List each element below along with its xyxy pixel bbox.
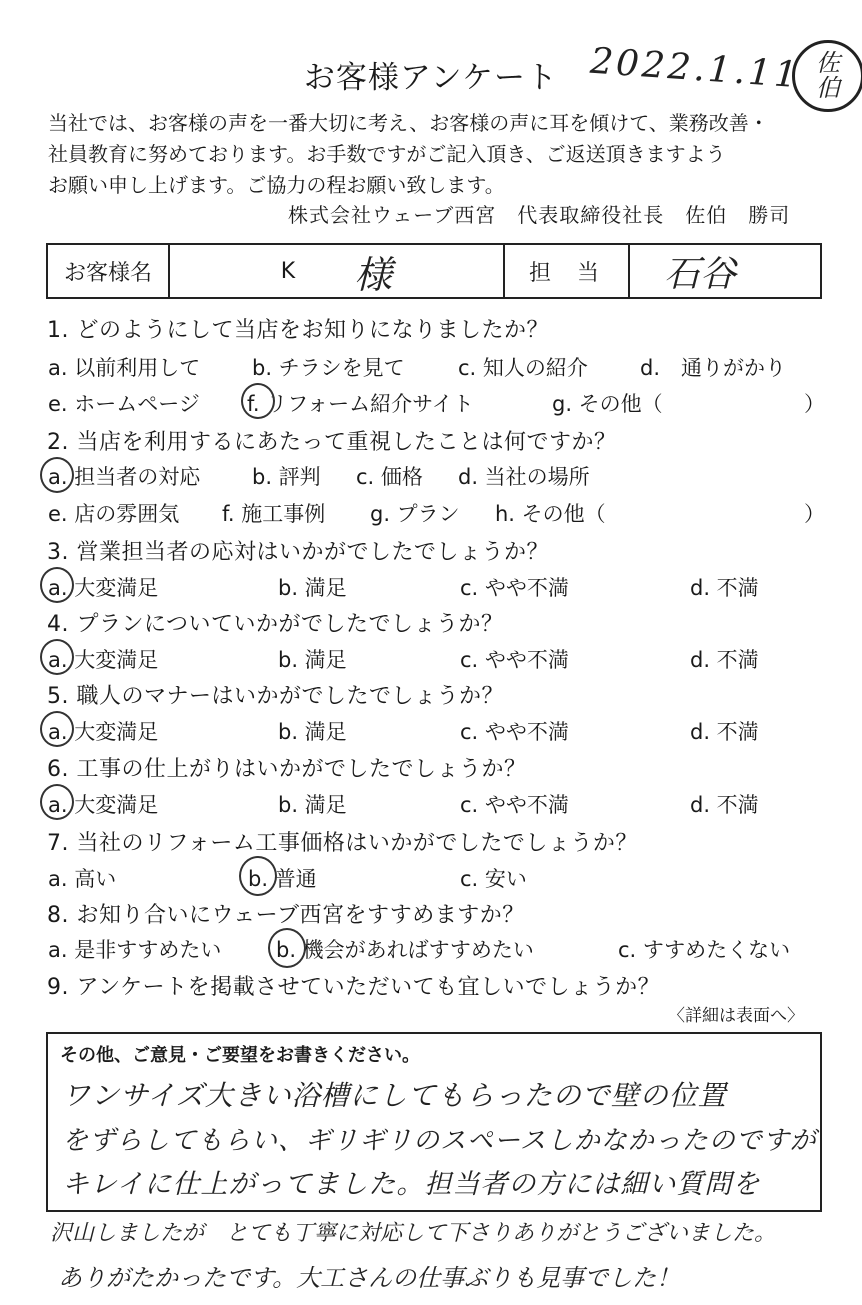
intro-line-1: 当社では、お客様の声を一番大切に考え、お客様の声に耳を傾けて、業務改善・ [48, 111, 769, 135]
q5-option-c[interactable]: c. やや不満 [460, 720, 569, 744]
comment-line-2: をずらしてもらい、ギリギリのスペースしかなかったのですが [62, 1126, 817, 1156]
q5-option-b[interactable]: b. 満足 [278, 720, 347, 744]
q7-option-c[interactable]: c. 安い [460, 867, 527, 891]
q3-option-d[interactable]: d. 不満 [690, 576, 759, 600]
q1-option-c[interactable]: c. 知人の紹介 [458, 356, 588, 380]
page-title: お客様アンケート [303, 60, 559, 96]
name-stamp [792, 40, 862, 112]
stamp-char-2: 伯 [816, 74, 840, 102]
q4-selected-circle [40, 639, 74, 675]
comment-line-5: ありがたかったです。大工さんの仕事ぶりも見事でした！ [58, 1264, 681, 1292]
q2-option-h-close: ） [804, 502, 825, 526]
question-6: 6. 工事の仕上がりはいかがでしたでしょうか？ [47, 757, 527, 782]
q1-option-g[interactable]: g. その他（ [552, 392, 663, 416]
q9-note: 〈詳細は表面へ〉 [668, 1006, 804, 1026]
q5-selected-circle [40, 711, 74, 747]
customer-initial: K [280, 258, 296, 284]
handwritten-date: 2022.1.11 [588, 40, 802, 97]
question-4: 4. プランについていかがでしたでしょうか？ [47, 612, 504, 637]
comment-heading: その他、ご意見・ご要望をお書きください。 [60, 1045, 420, 1066]
q2-option-h[interactable]: h. その他（ [495, 502, 606, 526]
q3-option-b[interactable]: b. 満足 [278, 576, 347, 600]
comment-line-3: キレイに仕上がってました。担当者の方には細い質問を [62, 1169, 761, 1200]
q2-option-b[interactable]: b. 評判 [252, 465, 321, 489]
q2-option-g[interactable]: g. プラン [370, 502, 460, 526]
q4-option-c[interactable]: c. やや不満 [460, 648, 569, 672]
q6-option-b[interactable]: b. 満足 [278, 793, 347, 817]
question-2: 2. 当店を利用するにあたって重視したことは何ですか？ [47, 430, 617, 455]
q2-option-d[interactable]: d. 当社の場所 [458, 465, 590, 489]
q2-option-a[interactable]: a. 担当者の対応 [48, 465, 201, 489]
q2-selected-circle [40, 457, 74, 493]
q1-option-b[interactable]: b. チラシを見て [252, 356, 405, 380]
question-3: 3. 営業担当者の応対はいかがでしたでしょうか？ [47, 540, 549, 565]
staff-label: 担 当 [528, 260, 601, 286]
q1-option-g-close: ） [804, 392, 825, 416]
customer-name-label: お客様名 [63, 260, 152, 286]
q1-option-d[interactable]: d. 通りがかり [640, 356, 787, 380]
q8-option-b[interactable]: b. 機会があればすすめたい [276, 938, 534, 962]
q5-option-a[interactable]: a. 大変満足 [48, 720, 159, 744]
q2-option-e[interactable]: e. 店の雰囲気 [48, 502, 180, 526]
q4-option-a[interactable]: a. 大変満足 [48, 648, 159, 672]
customer-info-box [46, 243, 822, 299]
question-8: 8. お知り合いにウェーブ西宮をすすめますか？ [47, 903, 525, 928]
question-5: 5. 職人のマナーはいかがでしたでしょうか？ [47, 684, 504, 709]
q1-selected-circle [241, 383, 275, 419]
q3-selected-circle [40, 567, 74, 603]
q4-option-d[interactable]: d. 不満 [690, 648, 759, 672]
q5-option-d[interactable]: d. 不満 [690, 720, 759, 744]
q7-option-b[interactable]: b. 普通 [248, 867, 317, 891]
q6-selected-circle [40, 784, 74, 820]
question-1: 1. どのようにして当店をお知りになりましたか？ [47, 318, 549, 343]
intro-line-2: 社員教育に努めております。お手数ですがご記入頂き、ご返送頂きますよう [48, 142, 726, 166]
q7-option-a[interactable]: a. 高い [48, 867, 117, 891]
q7-selected-circle [239, 856, 277, 896]
stamp-char-1: 佐 [816, 49, 840, 77]
intro-line-3: お願い申し上げます。ご協力の程お願い致します。 [48, 173, 505, 197]
company-signature: 株式会社ウェーブ西宮 代表取締役社長 佐伯 勝司 [288, 203, 791, 227]
question-7: 7. 当社のリフォーム工事価格はいかがでしたでしょうか？ [47, 831, 638, 856]
q4-option-b[interactable]: b. 満足 [278, 648, 347, 672]
q3-option-a[interactable]: a. 大変満足 [48, 576, 159, 600]
q6-option-d[interactable]: d. 不満 [690, 793, 759, 817]
q1-option-f[interactable]: f. リフォーム紹介サイト [247, 392, 474, 416]
question-9: 9. アンケートを掲載させていただいても宜しいでしょうか？ [47, 975, 661, 1000]
q1-option-a[interactable]: a. 以前利用して [48, 356, 201, 380]
q8-option-c[interactable]: c. すすめたくない [618, 938, 791, 962]
comment-line-1: ワンサイズ大きい浴槽にしてもらったので壁の位置 [62, 1079, 727, 1112]
staff-name: 石谷 [663, 253, 736, 295]
q2-option-f[interactable]: f. 施工事例 [222, 502, 326, 526]
customer-suffix: 様 [353, 252, 392, 297]
q3-option-c[interactable]: c. やや不満 [460, 576, 569, 600]
q2-option-c[interactable]: c. 価格 [356, 465, 423, 489]
q6-option-c[interactable]: c. やや不満 [460, 793, 569, 817]
q8-option-a[interactable]: a. 是非すすめたい [48, 938, 222, 962]
q6-option-a[interactable]: a. 大変満足 [48, 793, 159, 817]
q8-selected-circle [268, 928, 306, 968]
q1-option-e[interactable]: e. ホームページ [48, 392, 200, 416]
comment-line-4: 沢山しましたが とても丁寧に対応して下さりありがとうございました。 [50, 1221, 777, 1246]
